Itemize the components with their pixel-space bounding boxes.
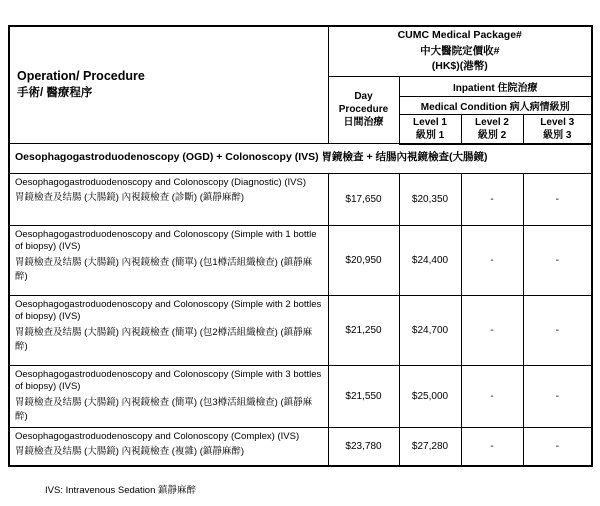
section-header-cell: Oesophagogastroduodenoscopy (OGD) + Colonoscopy (IVS) 胃鏡檢查 + 结腸內視鏡檢查(大腸鏡) xyxy=(9,144,592,174)
level-1-en: Level 1 xyxy=(413,116,447,128)
procedure-name-en: Oesophagogastroduodenoscopy and Colonoscopy (Simple with 2 bottles of biopsy) (IVS) xyxy=(15,299,322,323)
level1-price-cell: $24,400 xyxy=(399,226,461,296)
level-3-header-cell xyxy=(523,114,592,144)
header-row-package xyxy=(9,26,592,76)
level1-price-cell: $20,350 xyxy=(399,174,461,226)
level2-price-cell: - xyxy=(461,296,523,366)
day-procedure-line2: Procedure xyxy=(338,104,389,116)
day-procedure-line1: Day xyxy=(354,91,373,103)
operation-header-cell xyxy=(9,26,328,144)
level-3-zh: 級別 3 xyxy=(543,129,572,141)
level2-price-cell: - xyxy=(461,366,523,428)
level-2-header-cell xyxy=(461,114,523,144)
procedure-name-zh: 胃鏡檢查及结腸 (大腸鏡) 內視鏡檢查 (簡單) (包3樽活組織檢查) (鎮靜麻醉) xyxy=(15,396,313,422)
procedure-name-en: Oesophagogastroduodenoscopy and Colonoscopy (Complex) (IVS) xyxy=(15,431,300,442)
inpatient-header-cell: Inpatient 住院治療 xyxy=(399,76,592,96)
procedure-name-zh: 胃鏡檢查及结腸 (大腸鏡) 內視鏡檢查 (簡單) (包1樽活組織檢查) (鎮靜麻醉) xyxy=(15,256,313,282)
medical-condition-header-cell: Medical Condition 病人病情級別 xyxy=(399,96,592,114)
table-row xyxy=(9,428,592,466)
level2-price-cell: - xyxy=(461,174,523,226)
level3-price-cell: - xyxy=(523,366,592,428)
procedure-description-cell xyxy=(9,296,328,366)
level1-price-cell: $24,700 xyxy=(399,296,461,366)
procedure-description-cell xyxy=(9,428,328,466)
level1-price-cell: $27,280 xyxy=(399,428,461,466)
level3-price-cell: - xyxy=(523,296,592,366)
package-header-line2: 中大醫院定價收# xyxy=(420,44,500,57)
procedure-name-en: Oesophagogastroduodenoscopy and Colonoscopy (Simple with 3 bottles of biopsy) (IVS) xyxy=(15,369,322,393)
section-header-row xyxy=(9,144,592,174)
procedure-name-zh: 胃鏡檢查及结腸 (大腸鏡) 內視鏡檢查 (複雜) (鎮靜麻醉) xyxy=(15,446,245,458)
day-procedure-header-cell xyxy=(328,76,399,144)
day-price-cell: $20,950 xyxy=(328,226,399,296)
level3-price-cell: - xyxy=(523,428,592,466)
procedure-name-en: Oesophagogastroduodenoscopy and Colonoscopy (Simple with 1 bottle of biopsy) (IVS) xyxy=(15,229,317,253)
level-3-en: Level 3 xyxy=(540,116,575,128)
operation-header-zh: 手術/ 醫療程序 xyxy=(17,86,93,99)
table-row xyxy=(9,174,592,226)
day-price-cell: $17,650 xyxy=(328,174,399,226)
operation-header-en: Operation/ Procedure xyxy=(17,69,145,84)
level2-price-cell: - xyxy=(461,428,523,466)
procedure-description-cell xyxy=(9,226,328,296)
level3-price-cell: - xyxy=(523,174,592,226)
table-row xyxy=(9,226,592,296)
procedure-name-zh: 胃鏡檢查及结腸 (大腸鏡) 內視鏡檢查 (簡單) (包2樽活組織檢查) (鎮靜麻醉) xyxy=(15,326,313,352)
procedure-name-zh: 胃鏡檢查及结腸 (大腸鏡) 內視鏡檢查 (診斷) (鎮靜麻醉) xyxy=(15,192,245,204)
procedure-description-cell xyxy=(9,366,328,428)
level-1-header-cell xyxy=(399,114,461,144)
package-header-line3: (HK$)(港幣) xyxy=(431,59,488,72)
procedure-price-table xyxy=(8,25,593,467)
day-price-cell: $21,250 xyxy=(328,296,399,366)
day-price-cell: $23,780 xyxy=(328,428,399,466)
ivs-footnote: IVS: Intravenous Sedation 鎮靜麻醉 xyxy=(45,484,197,496)
procedure-name-en: Oesophagogastroduodenoscopy and Colonoscopy (Diagnostic) (IVS) xyxy=(15,177,306,188)
table-row xyxy=(9,366,592,428)
day-procedure-line3: 日間治療 xyxy=(343,117,384,129)
day-price-cell: $21,550 xyxy=(328,366,399,428)
level3-price-cell: - xyxy=(523,226,592,296)
package-header-cell xyxy=(328,26,592,76)
level2-price-cell: - xyxy=(461,226,523,296)
level-2-zh: 級別 2 xyxy=(477,129,507,141)
level-2-en: Level 2 xyxy=(475,116,509,128)
level1-price-cell: $25,000 xyxy=(399,366,461,428)
level-1-zh: 級別 1 xyxy=(415,129,445,141)
table-row xyxy=(9,296,592,366)
package-header-line1: CUMC Medical Package# xyxy=(397,29,522,42)
procedure-description-cell xyxy=(9,174,328,226)
